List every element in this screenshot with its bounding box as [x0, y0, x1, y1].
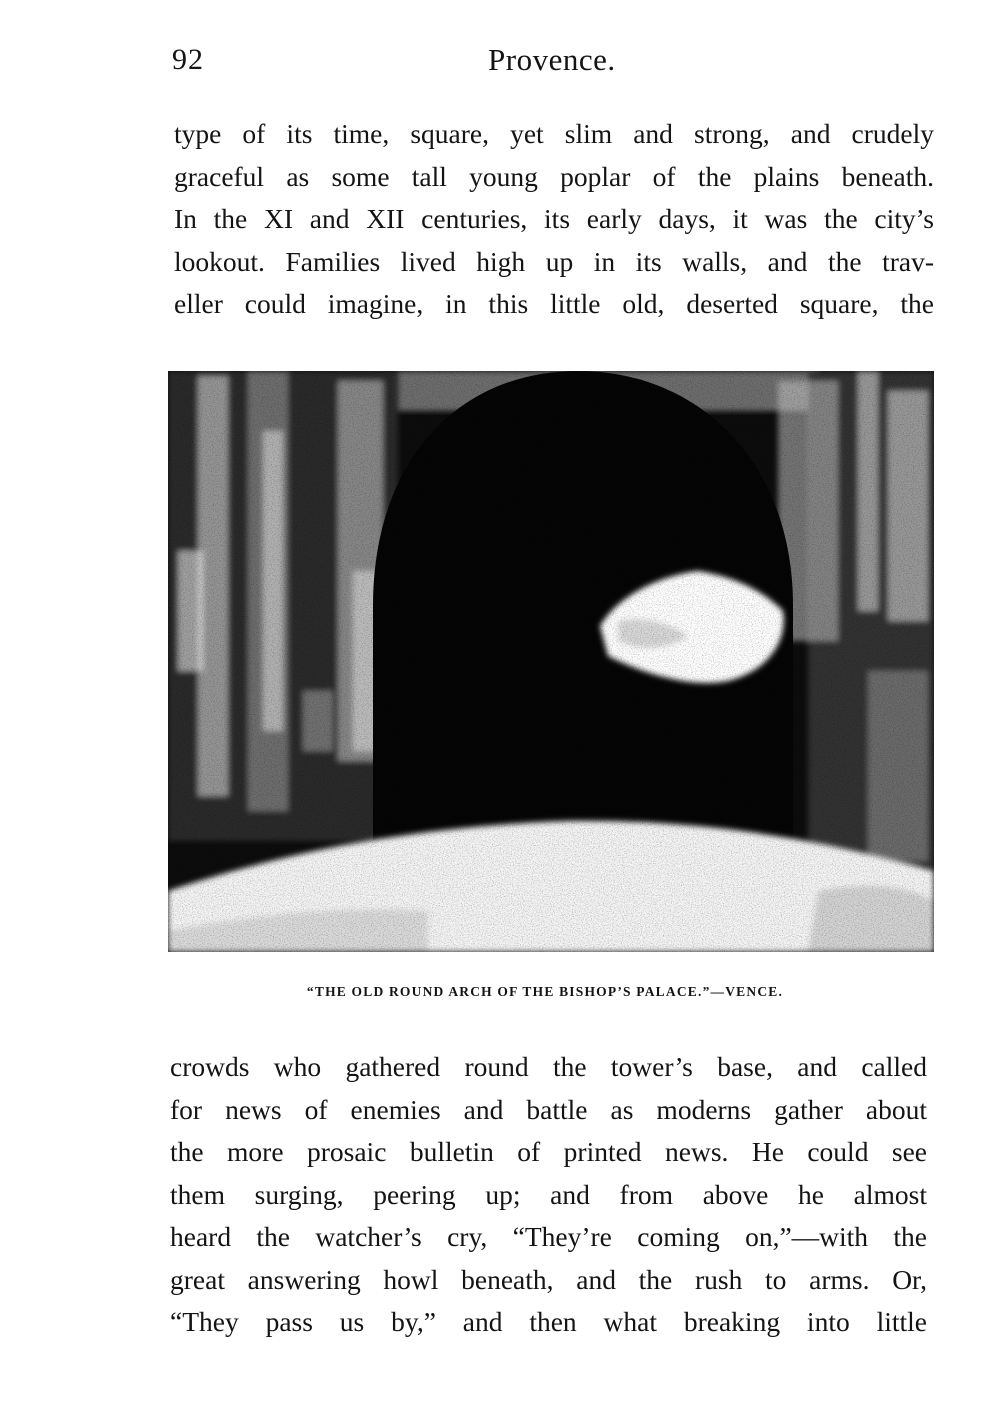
text-line: eller could imagine, in this little old, deserted square, the [174, 288, 934, 319]
text-line: for news of enemies and battle as moderns gather about [170, 1093, 927, 1125]
photo-plate-bishops-palace-arch [168, 371, 934, 952]
text-line: crowds who gathered round the tower’s base, and called [170, 1051, 927, 1082]
text-line: lookout. Families lived high up in its walls, and the trav- [174, 245, 934, 277]
text-line: graceful as some tall young poplar of the plains beneath. [174, 160, 934, 192]
text-line: type of its time, square, yet slim and strong, and crudely [174, 118, 934, 149]
page-number: 92 [172, 43, 204, 76]
text-line: In the XI and XII centuries, its early days, it was the city’s [174, 203, 934, 234]
arch-photograph [168, 371, 934, 952]
plate-caption: “THE OLD ROUND ARCH OF THE BISHOP’S PALACE.”—VENCE. [306, 984, 784, 999]
text-line: great answering howl beneath, and the rush to arms. Or, [170, 1263, 927, 1295]
halftone-grain [168, 371, 934, 952]
body-paragraph-bottom [170, 1046, 927, 1344]
body-paragraph-top [174, 113, 934, 326]
text-line: “They pass us by,” and then what breaking into little [170, 1306, 927, 1337]
text-line: the more prosaic bulletin of printed news. He could see [170, 1136, 927, 1167]
text-line: them surging, peering up; and from above he almost [170, 1178, 927, 1210]
running-title: Provence. [488, 42, 616, 77]
text-line: heard the watcher’s cry, “They’re coming on,”—with the [170, 1221, 927, 1252]
